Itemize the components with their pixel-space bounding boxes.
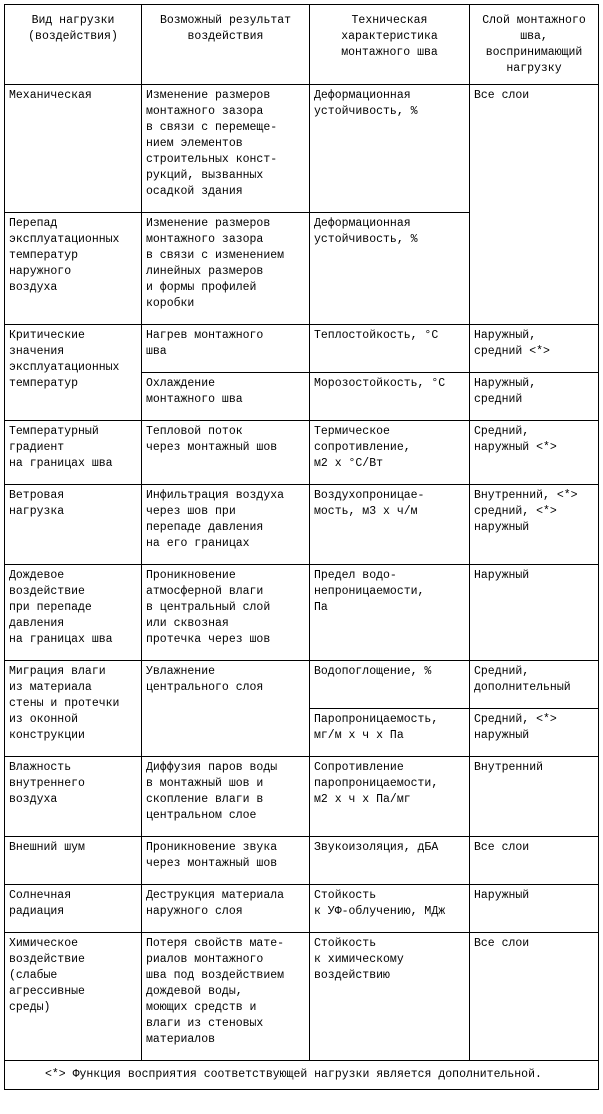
layer-cell: Средний, <*> наружный: [470, 709, 599, 757]
layer-cell: Наружный, средний: [470, 373, 599, 421]
load-type-cell: Миграция влаги из материала стены и протечки из оконной конструкции: [5, 661, 142, 757]
table-row: [5, 485, 599, 565]
layer-cell: Все слои: [470, 85, 599, 325]
characteristic-cell: Теплостойкость, °C: [310, 325, 470, 373]
characteristic-cell: Деформационная устойчивость, %: [310, 85, 470, 213]
characteristic-cell: Предел водо- непроницаемости, Па: [310, 565, 470, 661]
result-cell: Нагрев монтажного шва: [142, 325, 310, 373]
load-type-cell: Химическое воздействие (слабые агрессивные среды): [5, 933, 142, 1061]
characteristic-cell: Воздухопроницае- мость, м3 x ч/м: [310, 485, 470, 565]
layer-cell: Все слои: [470, 837, 599, 885]
result-cell: Изменение размеров монтажного зазора в связи с перемеще- нием элементов строительных конст- рукций, вызванных осадкой здания: [142, 85, 310, 213]
header-possible-result: Возможный результат воздействия: [142, 5, 310, 85]
result-cell: Диффузия паров воды в монтажный шов и скопление влаги в центральном слое: [142, 757, 310, 837]
load-type-cell: Влажность внутреннего воздуха: [5, 757, 142, 837]
result-cell: Инфильтрация воздуха через шов при перепаде давления на его границах: [142, 485, 310, 565]
footnote-row: [5, 1061, 599, 1090]
header-row: [5, 5, 599, 85]
table-row: [5, 933, 599, 1061]
load-type-cell: Солнечная радиация: [5, 885, 142, 933]
table-row: [5, 661, 599, 709]
result-cell: Изменение размеров монтажного зазора в связи с изменением линейных размеров и формы профилей коробки: [142, 213, 310, 325]
table-row: [5, 565, 599, 661]
result-cell: Тепловой поток через монтажный шов: [142, 421, 310, 485]
result-cell: Деструкция материала наружного слоя: [142, 885, 310, 933]
table-row: [5, 85, 599, 213]
load-type-cell: Механическая: [5, 85, 142, 213]
table-row: [5, 421, 599, 485]
characteristic-cell: Термическое сопротивление, м2 x °C/Вт: [310, 421, 470, 485]
layer-cell: Внутренний: [470, 757, 599, 837]
layer-cell: Наружный: [470, 565, 599, 661]
characteristic-cell: Деформационная устойчивость, %: [310, 213, 470, 325]
result-cell: Потеря свойств мате- риалов монтажного шва под воздействием дождевой воды, моющих средств и влаги из стеновых материалов: [142, 933, 310, 1061]
characteristic-cell: Водопоглощение, %: [310, 661, 470, 709]
layer-cell: Наружный, средний <*>: [470, 325, 599, 373]
header-seam-layer: Слой монтажного шва, воспринимающий нагрузку: [470, 5, 599, 85]
layer-cell: Средний, дополнительный: [470, 661, 599, 709]
result-cell: Увлажнение центрального слоя: [142, 661, 310, 757]
load-type-cell: Дождевое воздействие при перепаде давления на границах шва: [5, 565, 142, 661]
table-row: [5, 757, 599, 837]
layer-cell: Средний, наружный <*>: [470, 421, 599, 485]
layer-cell: Внутренний, <*> средний, <*> наружный: [470, 485, 599, 565]
load-type-cell: Температурный градиент на границах шва: [5, 421, 142, 485]
characteristic-cell: Звукоизоляция, дБА: [310, 837, 470, 885]
characteristic-cell: Стойкость к УФ-облучению, МДж: [310, 885, 470, 933]
layer-cell: Наружный: [470, 885, 599, 933]
characteristic-cell: Стойкость к химическому воздействию: [310, 933, 470, 1061]
result-cell: Проникновение атмосферной влаги в центральный слой или сквозная протечка через шов: [142, 565, 310, 661]
layer-cell: Все слои: [470, 933, 599, 1061]
footnote: <*> Функция восприятия соответствующей нагрузки является дополнительной.: [5, 1061, 599, 1090]
load-type-cell: Критические значения эксплуатационных температур: [5, 325, 142, 421]
load-type-cell: Ветровая нагрузка: [5, 485, 142, 565]
result-cell: Охлаждение монтажного шва: [142, 373, 310, 421]
header-technical-characteristic: Техническая характеристика монтажного шва: [310, 5, 470, 85]
result-cell: Проникновение звука через монтажный шов: [142, 837, 310, 885]
table-row: [5, 885, 599, 933]
header-load-type: Вид нагрузки (воздействия): [5, 5, 142, 85]
table-row: [5, 837, 599, 885]
load-type-cell: Перепад эксплуатационных температур наружного воздуха: [5, 213, 142, 325]
characteristic-cell: Паропроницаемость, мг/м x ч x Па: [310, 709, 470, 757]
load-table: [4, 4, 599, 1090]
characteristic-cell: Сопротивление паропроницаемости, м2 x ч x Па/мг: [310, 757, 470, 837]
load-type-cell: Внешний шум: [5, 837, 142, 885]
table-row: [5, 325, 599, 373]
characteristic-cell: Морозостойкость, °C: [310, 373, 470, 421]
